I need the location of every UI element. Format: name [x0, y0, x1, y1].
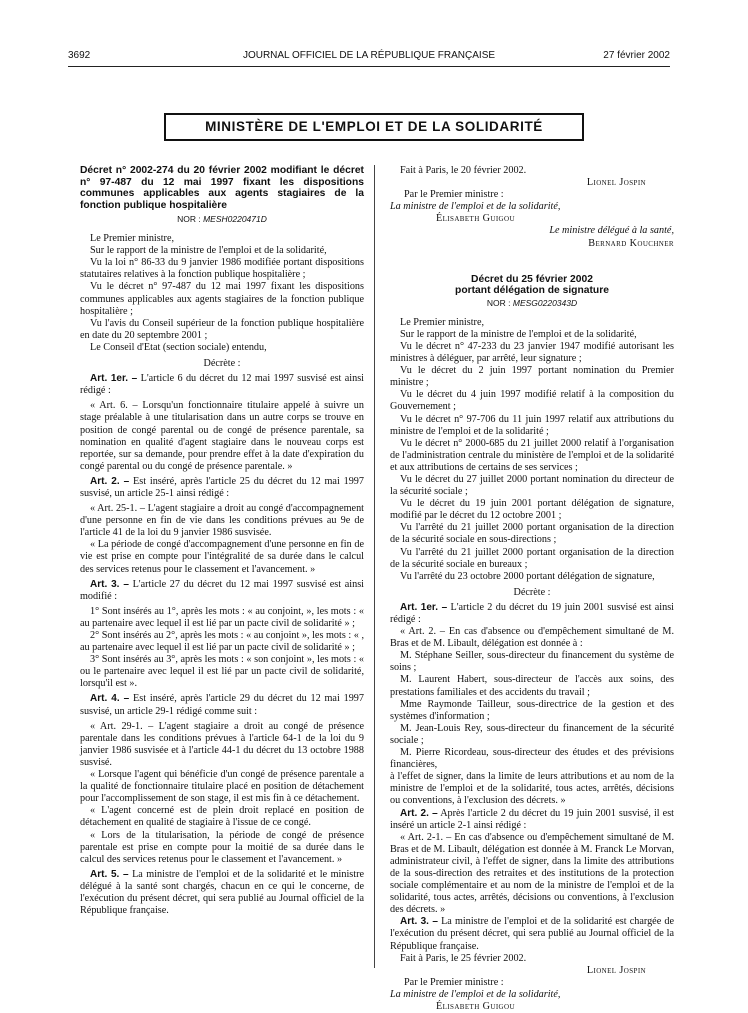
decree-2-done-at: Fait à Paris, le 25 février 2002.	[400, 952, 527, 964]
decree-2-preamble	[390, 317, 674, 583]
decree-2-article-1-end: à l'effet de signer, dans la limite de leurs attributions et au nom de la ministre de l'emploi et de la solidarité, tous actes, arrêtés, décisions ou conventions, à l'exclusion des décrets. »	[390, 771, 674, 807]
decree-1-preamble	[80, 233, 364, 354]
header-rule	[68, 66, 670, 67]
decree-2-title-line-1: Décret du 25 février 2002	[471, 273, 593, 285]
preamble-line: Vu le décret du 19 juin 2001 portant délégation de signature, modifié par le décret du 12 octobre 2001 ;	[390, 498, 674, 522]
delegate-item: Mme Raymonde Tailleur, sous-directrice de la gestion et des systèmes d'information ;	[390, 698, 674, 722]
delegate-item: M. Jean-Louis Rey, sous-directeur du financement de la sécurité sociale ;	[390, 722, 674, 746]
preamble-line: Vu l'arrêté du 21 juillet 2000 portant organisation de la direction de la sécurité sociale en sous-directions ;	[390, 522, 674, 546]
decree-1-delegate-title: Le ministre délégué à la santé,	[549, 225, 674, 237]
decree-1-by-pm: Par le Premier ministre :	[404, 189, 504, 201]
decree-2-minister-title: La ministre de l'emploi et de la solidarité,	[390, 988, 561, 1000]
decree-1-article-1: Art. 1er. – L'article 6 du décret du 12 mai 1997 susvisé est ainsi rédigé :	[80, 373, 364, 397]
delegate-item: M. Pierre Ricordeau, sous-directeur des études et des prévisions financières,	[390, 747, 674, 771]
decree-1-article-4: Art. 4. – Est inséré, après l'article 29 du décret du 12 mai 1997 susvisé, un article 29-1 rédigé comme suit :	[80, 693, 364, 717]
decree-1-decrete: Décrète :	[203, 358, 241, 370]
delegate-item: M. Laurent Habert, sous-directeur de l'accès aux soins, des prestations familiales et des accidents du travail ;	[390, 674, 674, 698]
column-divider	[374, 165, 375, 968]
decree-2-delegate-list	[390, 650, 674, 771]
preamble-line: Vu le décret n° 97-706 du 11 juin 1997 relatif aux attributions du ministre de l'emploi et de la solidarité ;	[390, 413, 674, 437]
right-column	[390, 165, 674, 1013]
decree-1-article-4-quote-3: « L'agent concerné est de plein droit replacé en position de détachement en qualité de stagiaire à l'issue de ce congé.	[80, 805, 364, 829]
preamble-line: Vu le décret n° 2000-685 du 21 juillet 2000 relatif à l'organisation de l'administration centrale du ministère de l'emploi et de la solidarité et aux attributions de certains de ses services ;	[390, 437, 674, 473]
decree-1-minister-name: Élisabeth Guigou	[436, 213, 515, 225]
preamble-line: Vu le décret du 27 juillet 2000 portant nomination du directeur de la sécurité sociale ;	[390, 473, 674, 498]
preamble-line: Vu le décret n° 47-233 du 23 janvier 1947 modifié autorisant les ministres à déléguer, par arrêté, leur signature ;	[390, 340, 674, 365]
preamble-line: Sur le rapport de la ministre de l'emploi et de la solidarité,	[90, 245, 327, 257]
decree-2-article-1: Art. 1er. – L'article 2 du décret du 19 juin 2001 susvisé est ainsi rédigé :	[390, 601, 674, 625]
decree-2-article-3: Art. 3. – La ministre de l'emploi et de la solidarité est chargée de l'exécution du présent décret, qui sera publié au Journal officiel de la République française.	[390, 916, 674, 952]
preamble-line: Vu la loi n° 86-33 du 9 janvier 1986 modifiée portant dispositions statutaires relatives à la fonction publique hospitalière ;	[80, 257, 364, 281]
decree-1-nor-code: MESH0220471D	[203, 214, 267, 224]
decree-2-nor: NOR : MESG0220343D	[486, 297, 578, 308]
decree-1-article-3-item-1: 1° Sont insérés au 1°, après les mots : « au conjoint, », les mots : « au partenaire avec lequel il est lié par un pacte civil de solidarité » ;	[80, 605, 364, 629]
decree-1-done-at: Fait à Paris, le 20 février 2002.	[400, 165, 527, 176]
page-number: 3692	[68, 50, 91, 61]
preamble-line: Sur le rapport de la ministre de l'emploi et de la solidarité,	[400, 328, 637, 340]
preamble-line: Vu le décret n° 97-487 du 12 mai 1997 fixant les dispositions communes applicables aux agents stagiaires de la fonction publique hospitalière ;	[80, 281, 364, 317]
ministry-heading: MINISTÈRE DE L'EMPLOI ET DE LA SOLIDARITÉ	[164, 113, 584, 141]
issue-date: 27 février 2002	[603, 50, 670, 61]
preamble-line: Vu l'arrêté du 23 octobre 2000 portant délégation de signature,	[400, 570, 655, 582]
preamble-line: Vu l'avis du Conseil supérieur de la fonction publique hospitalière en date du 20 septembre 2001 ;	[80, 317, 364, 341]
decree-1-nor: NOR : MESH0220471D	[177, 214, 267, 224]
decree-2-article-2: Art. 2. – Après l'article 2 du décret du 19 juin 2001 susvisé, il est inséré un article 2-1 ainsi rédigé :	[390, 807, 674, 831]
decree-1-article-4-quote-4: « Lors de la titularisation, la période de congé de présence parentale est prise en compte pour la moitié de sa durée dans le calcul des services retenus pour le classement et l'avancement. »	[80, 829, 364, 865]
preamble-line: Le Premier ministre,	[90, 233, 175, 245]
decree-1-delegate-name: Bernard Kouchner	[588, 237, 674, 249]
preamble-line: Vu le décret du 4 juin 1997 modifié relatif à la composition du Gouvernement ;	[390, 389, 674, 413]
decree-2-nor-code: MESG0220343D	[512, 297, 578, 308]
preamble-line: Vu l'arrêté du 21 juillet 2000 portant organisation de la direction de la sécurité sociale en bureaux ;	[390, 546, 674, 570]
left-column	[80, 165, 364, 917]
decree-1-title: Décret n° 2002-274 du 20 février 2002 modifiant le décret n° 97-487 du 12 mai 1997 fixant les dispositions communes applicables aux agents stagiaires de la fonction publique hospitalière	[80, 165, 364, 211]
decree-2-by-pm: Par le Premier ministre :	[404, 976, 504, 988]
preamble-line: Vu le décret du 2 juin 1997 portant nomination du Premier ministre ;	[390, 365, 674, 389]
decree-1-minister-title: La ministre de l'emploi et de la solidarité,	[390, 201, 561, 213]
decree-1-article-2: Art. 2. – Est inséré, après l'article 25 du décret du 12 mai 1997 susvisé, un article 25-1 ainsi rédigé :	[80, 475, 364, 499]
journal-title: JOURNAL OFFICIEL DE LA RÉPUBLIQUE FRANÇAISE	[242, 50, 496, 61]
preamble-line: Le Conseil d'Etat (section sociale) entendu,	[90, 341, 267, 353]
decree-1-article-1-quote: « Art. 6. – Lorsqu'un fonctionnaire titulaire appelé à suivre un stage préalable à une titularisation dans un autre corps se trouve en position de congé parental ou de congé de présence parentale, sa nomination en qualité d'agent stagiaire dans le nouveau corps est reportée, sur sa demande, pour prendre effet à la date d'expiration du congé parental ou du congé de présence parentale. »	[80, 400, 364, 472]
preamble-line: Le Premier ministre,	[400, 316, 485, 328]
decree-1-article-5: Art. 5. – La ministre de l'emploi et de la solidarité et le ministre délégué à la santé sont chargés, chacun en ce qui le concerne, de l'exécution du présent décret, qui sera publié au Journal officiel de la République française.	[80, 868, 365, 917]
decree-1-signature-pm: Lionel Jospin	[586, 177, 646, 189]
delegate-item: M. Stéphane Seiller, sous-directeur du financement du système de soins ;	[390, 650, 674, 674]
decree-1-article-3-item-2: 2° Sont insérés au 2°, après les mots : « au conjoint », les mots : « , au partenaire avec lequel il est lié par un pacte civil de solidarité » ;	[80, 630, 364, 654]
decree-1-article-3-item-3: 3° Sont insérés au 3°, après les mots : « son conjoint », les mots : « ou le partenaire avec lequel il est lié par un pacte civil de solidarité, lorsqu'il est ».	[80, 654, 364, 690]
decree-2-signature-pm: Lionel Jospin	[586, 964, 646, 976]
decree-1-article-2-quote-1: « Art. 25-1. – L'agent stagiaire a droit au congé d'accompagnement d'une personne en fin de vie dans les conditions prévues au 9e de l'article 41 de la loi du 9 janvier 1986 susvisée.	[80, 503, 364, 539]
decree-2-article-1-quote: « Art. 2. – En cas d'absence ou d'empêchement simultané de M. Bras et de M. Libault, délégation est donnée à :	[390, 626, 674, 650]
decree-2-title-line-2: portant délégation de signature	[455, 285, 609, 297]
decree-1-article-4-quote-2: « Lorsque l'agent qui bénéficie d'un congé de présence parentale a la qualité de fonctionnaire titulaire placé en position de détachement pour l'accomplissement de son stage, il est mis fin à ce détachement.	[80, 769, 364, 805]
decree-1-article-2-quote-2: « La période de congé d'accompagnement d'une personne en fin de vie est prise en compte pour l'intégralité de sa durée dans le calcul des services retenus pour le classement et l'avancement. »	[80, 539, 364, 575]
page-header	[68, 50, 670, 64]
decree-2-minister-name: Élisabeth Guigou	[436, 1001, 515, 1012]
decree-2-decrete: Décrète :	[513, 586, 551, 598]
decree-1-article-3: Art. 3. – L'article 27 du décret du 12 mai 1997 susvisé est ainsi modifié :	[80, 578, 365, 602]
decree-2-article-2-quote: « Art. 2-1. – En cas d'absence ou d'empêchement simultané de M. Bras et de M. Libault, délégation est donnée à M. Franck Le Morvan, administrateur civil, à l'effet de signer, dans la limite des attributions de la sous-direction des retraites et des institutions de la protection sociale complémentaire et au nom de la ministre de l'emploi et de la solidarité, tous actes, arrêtés, décisions ou conventions, à l'exclusion des décrets. »	[390, 831, 674, 916]
decree-1-article-4-quote-1: « Art. 29-1. – L'agent stagiaire a droit au congé de présence parentale dans les conditions prévues à l'article 64-1 de la loi du 9 janvier 1986 susvisée et à l'article 44-1 du décret du 13 octobre 1988 susvisé.	[80, 720, 364, 768]
